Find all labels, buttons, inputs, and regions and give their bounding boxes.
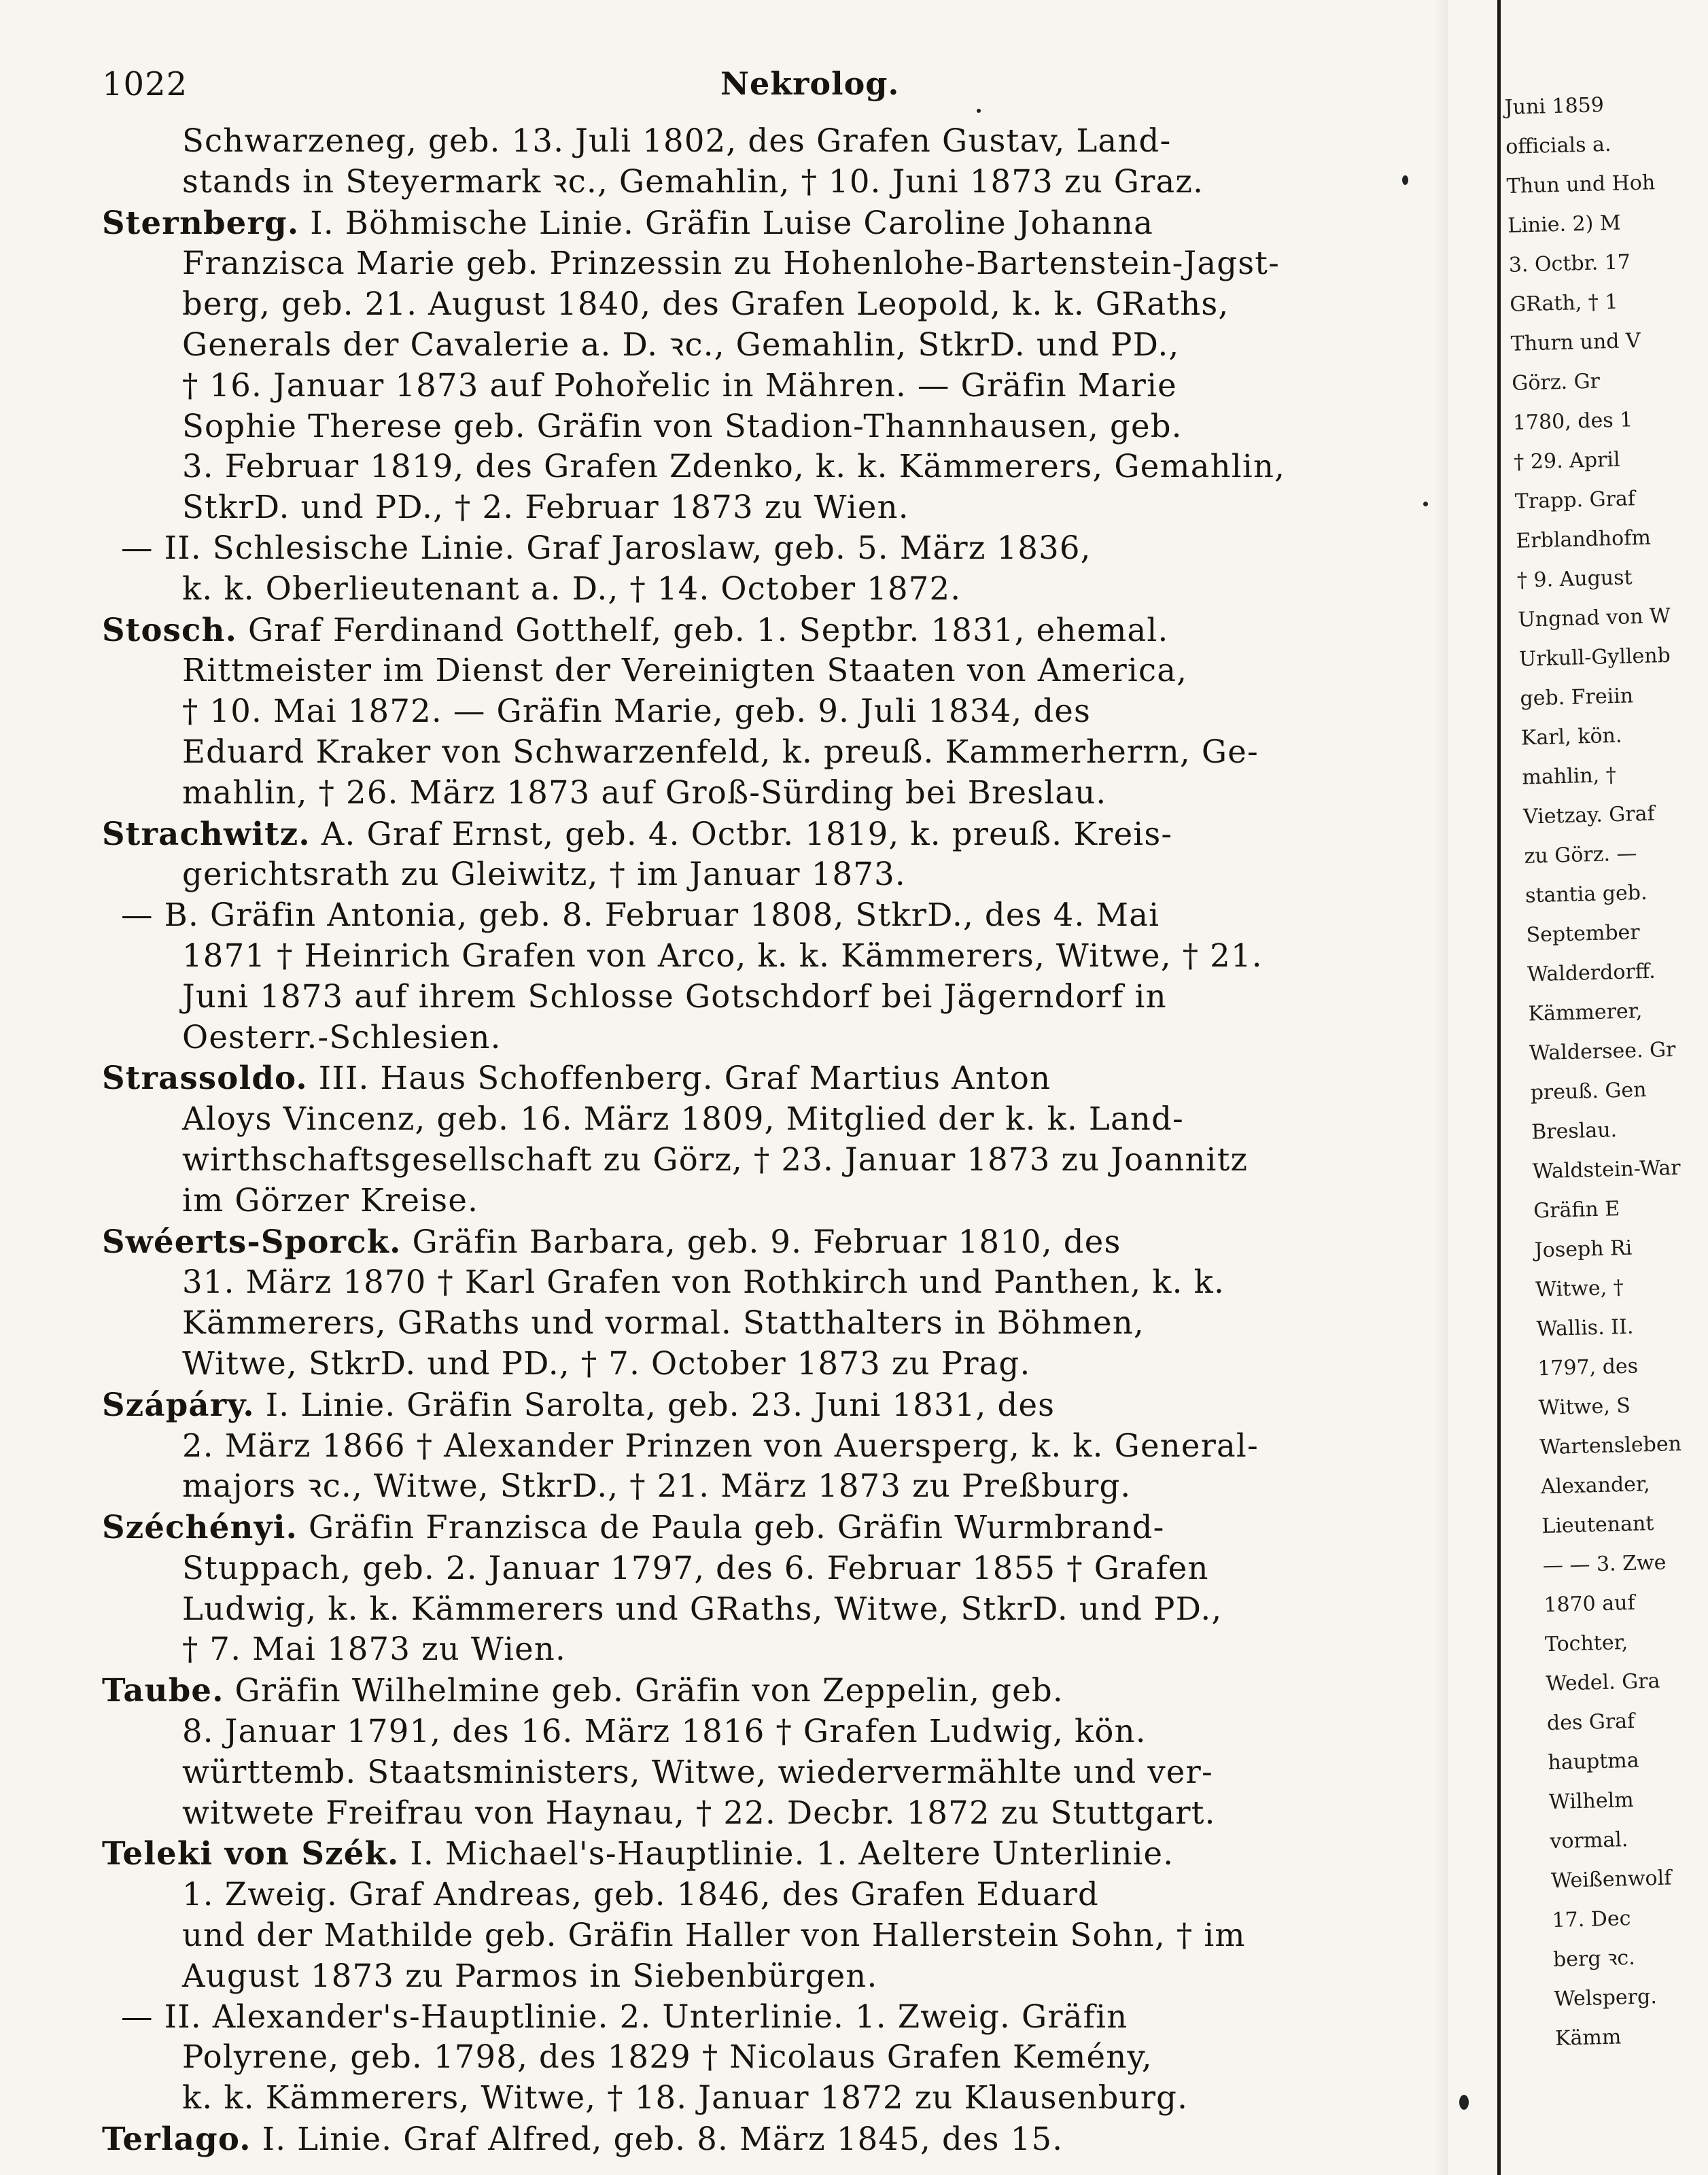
facing-line: Juni 1859 xyxy=(1504,93,1605,120)
facing-line: Lieutenant xyxy=(1541,1511,1654,1539)
entry-line: Sternberg. I. Böhmische Linie. Gräfin Luise Caroline Johanna xyxy=(102,203,1154,241)
facing-line: Alexander, xyxy=(1540,1472,1650,1499)
facing-line: Kämm xyxy=(1554,2025,1622,2051)
facing-line: Breslau. xyxy=(1531,1118,1618,1145)
text-line: württemb. Staatsministers, Witwe, wiedervermählte und ver- xyxy=(182,1753,1213,1790)
facing-line: mahlin, † xyxy=(1522,763,1617,790)
facing-line: Wallis. II. xyxy=(1536,1315,1634,1342)
entry-lemma: Taube. xyxy=(102,1671,224,1709)
text-line: Kämmerers, GRaths und vormal. Statthalters in Böhmen, xyxy=(182,1304,1145,1342)
text-line: Schwarzeneg, geb. 13. Juli 1802, des Grafen Gustav, Land- xyxy=(182,122,1172,159)
facing-line: Waldersee. Gr xyxy=(1529,1037,1676,1066)
facing-line: Kämmerer, xyxy=(1528,999,1643,1026)
facing-line: Walderdorff. xyxy=(1527,959,1656,987)
facing-line: berg ꝛc. xyxy=(1552,1945,1636,1972)
text-line: August 1873 zu Parmos in Siebenbürgen. xyxy=(182,1957,878,1994)
running-title: Nekrolog. xyxy=(720,65,900,102)
subentry-line: — B. Gräfin Antonia, geb. 8. Februar 1808, StkrD., des 4. Mai xyxy=(121,897,1160,934)
entry-lemma: Strassoldo. xyxy=(102,1059,308,1097)
facing-line: stantia geb. xyxy=(1524,880,1648,908)
facing-line: Gräfin E xyxy=(1533,1197,1620,1223)
ink-speck xyxy=(1459,2095,1469,2110)
entry-lemma: Szápáry. xyxy=(102,1385,255,1423)
facing-line: Thurn und V xyxy=(1510,328,1641,356)
text-line: Aloys Vincenz, geb. 16. März 1809, Mitglied der k. k. Land- xyxy=(182,1100,1184,1138)
facing-line: officials a. xyxy=(1505,132,1611,159)
facing-line: Karl, kön. xyxy=(1520,723,1622,750)
text-line: berg, geb. 21. August 1840, des Grafen Leopold, k. k. GRaths, xyxy=(182,285,1230,323)
text-line: Polyrene, geb. 1798, des 1829 † Nicolaus Grafen Kemény, xyxy=(182,2038,1153,2076)
text-line: 31. März 1870 † Karl Grafen von Rothkirch und Panthen, k. k. xyxy=(182,1264,1225,1301)
facing-line: Waldstein-War xyxy=(1532,1155,1681,1184)
entry-line: Szápáry. I. Linie. Gräfin Sarolta, geb. 23. Juni 1831, des xyxy=(102,1385,1056,1423)
entry-lemma: Sternberg. xyxy=(102,203,300,241)
facing-line: hauptma xyxy=(1548,1748,1640,1775)
facing-line: September xyxy=(1526,920,1641,947)
facing-line: Urkull-Gyllenb xyxy=(1518,643,1671,672)
text-line: Franzisca Marie geb. Prinzessin zu Hohenlohe-Bartenstein-Jagst- xyxy=(182,245,1280,282)
facing-line: zu Görz. — xyxy=(1524,841,1637,869)
ink-speck xyxy=(1402,175,1408,185)
entry-line: Széchényi. Gräfin Franzisca de Paula geb. Gräfin Wurmbrand- xyxy=(102,1508,1165,1546)
text-line: † 16. Januar 1873 auf Pohořelic in Mähren. — Gräfin Marie xyxy=(182,366,1177,404)
text-line: Stuppach, geb. 2. Januar 1797, des 6. Februar 1855 † Grafen xyxy=(182,1549,1209,1586)
text-line: Ludwig, k. k. Kämmerers und GRaths, Witwe, StkrD. und PD., xyxy=(182,1590,1223,1627)
facing-line: GRath, † 1 xyxy=(1509,290,1618,317)
facing-line: vormal. xyxy=(1550,1828,1628,1854)
text-line: Oesterr.-Schlesien. xyxy=(182,1018,502,1056)
facing-line: 1870 auf xyxy=(1543,1590,1636,1618)
facing-line: 1797, des xyxy=(1537,1354,1639,1381)
facing-page-fragment xyxy=(1504,85,1683,2059)
facing-line: Linie. 2) M xyxy=(1507,211,1622,238)
text-line: Witwe, StkrD. und PD., † 7. October 1873 zu Prag. xyxy=(182,1344,1031,1382)
facing-line: 3. Octbr. 17 xyxy=(1508,250,1631,277)
facing-line: Wilhelm xyxy=(1548,1788,1635,1815)
facing-line: Witwe, S xyxy=(1538,1393,1631,1421)
entry-line: Stosch. Graf Ferdinand Gotthelf, geb. 1. Septbr. 1831, ehemal. xyxy=(102,610,1169,648)
entry-lemma: Stosch. xyxy=(102,610,237,648)
facing-line: Joseph Ri xyxy=(1534,1236,1633,1263)
entry-line: Strassoldo. III. Haus Schoffenberg. Graf Martius Anton xyxy=(102,1059,1051,1097)
ink-speck xyxy=(977,109,981,113)
facing-line: Vietzay. Graf xyxy=(1522,801,1656,829)
facing-line: Tochter, xyxy=(1544,1631,1628,1657)
text-line: witwete Freifrau von Haynau, † 22. Decbr. 1872 zu Stuttgart. xyxy=(182,1794,1216,1831)
entry-line: Taube. Gräfin Wilhelmine geb. Gräfin von Zeppelin, geb. xyxy=(102,1671,1064,1709)
ink-speck xyxy=(1423,502,1428,506)
entry-lemma: Swéerts-Sporck. xyxy=(102,1222,402,1260)
facing-line: Trapp. Graf xyxy=(1514,487,1636,514)
facing-line: Thun und Hoh xyxy=(1506,171,1656,198)
entry-lemma: Terlago. xyxy=(102,2120,251,2158)
facing-line: preuß. Gen xyxy=(1530,1078,1647,1105)
necrology-text xyxy=(102,121,1332,2160)
text-line: 1. Zweig. Graf Andreas, geb. 1846, des Grafen Eduard xyxy=(182,1876,1100,1913)
entry-line: Swéerts-Sporck. Gräfin Barbara, geb. 9. Februar 1810, des xyxy=(102,1222,1121,1260)
facing-line: Erblandhofm xyxy=(1515,525,1652,553)
text-line: † 7. Mai 1873 zu Wien. xyxy=(182,1631,567,1668)
entry-lemma: Teleki von Szék. xyxy=(102,1834,400,1873)
text-line: wirthschaftsgesellschaft zu Görz, † 23. Januar 1873 zu Joannitz xyxy=(182,1141,1249,1178)
text-line: Generals der Cavalerie a. D. ꝛc., Gemahlin, StkrD. und PD., xyxy=(182,326,1180,363)
facing-line: Görz. Gr xyxy=(1511,369,1601,396)
text-line: stands in Steyermark ꝛc., Gemahlin, † 10. Juni 1873 zu Graz. xyxy=(182,162,1204,200)
text-line: 8. Januar 1791, des 16. März 1816 † Grafen Ludwig, kön. xyxy=(182,1713,1147,1750)
text-line: † 10. Mai 1872. — Gräfin Marie, geb. 9. Juli 1834, des xyxy=(182,693,1092,730)
entry-lemma: Széchényi. xyxy=(102,1508,298,1546)
facing-line: 17. Dec xyxy=(1552,1907,1631,1933)
text-line: 3. Februar 1819, des Grafen Zdenko, k. k. Kämmerers, Gemahlin, xyxy=(182,448,1286,485)
entry-line: Terlago. I. Linie. Graf Alfred, geb. 8. März 1845, des 15. xyxy=(102,2120,1064,2158)
text-line: mahlin, † 26. März 1873 auf Groß-Sürding bei Breslau. xyxy=(182,773,1107,811)
page-header xyxy=(95,61,1400,109)
text-line: im Görzer Kreise. xyxy=(182,1181,479,1219)
text-line: 2. März 1866 † Alexander Prinzen von Auersperg, k. k. General- xyxy=(182,1427,1259,1464)
facing-line: † 29. April xyxy=(1513,447,1621,474)
text-line: gerichtsrath zu Gleiwitz, † im Januar 1873. xyxy=(182,856,906,893)
facing-line: Weißenwolf xyxy=(1550,1866,1672,1894)
facing-line: 1780, des 1 xyxy=(1512,408,1633,435)
facing-line: Welsperg. xyxy=(1554,1985,1658,2012)
entry-line: Teleki von Szék. I. Michael's-Hauptlinie. 1. Aeltere Unterlinie. xyxy=(102,1834,1174,1873)
page-gutter xyxy=(1497,0,1501,2175)
text-line: Rittmeister im Dienst der Vereinigten Staaten von America, xyxy=(182,652,1188,689)
facing-line: des Graf xyxy=(1546,1709,1635,1736)
text-line: majors ꝛc., Witwe, StkrD., † 21. März 1873 zu Preßburg. xyxy=(182,1467,1132,1505)
entry-line: Strachwitz. A. Graf Ernst, geb. 4. Octbr. 1819, k. preuß. Kreis- xyxy=(102,814,1173,852)
page-number: 1022 xyxy=(102,65,188,103)
entry-lemma: Strachwitz. xyxy=(102,814,311,852)
subentry-line: — II. Alexander's-Hauptlinie. 2. Unterlinie. 1. Zweig. Gräfin xyxy=(121,1998,1128,2035)
facing-line: † 9. August xyxy=(1516,566,1633,593)
facing-line: — — 3. Zwe xyxy=(1542,1550,1667,1578)
facing-line: geb. Freiin xyxy=(1520,684,1634,711)
text-line: Sophie Therese geb. Gräfin von Stadion-Thannhausen, geb. xyxy=(182,407,1183,445)
text-line: StkrD. und PD., † 2. Februar 1873 zu Wien. xyxy=(182,489,909,526)
text-line: Juni 1873 auf ihrem Schlosse Gotschdorf bei Jägerndorf in xyxy=(182,977,1167,1015)
text-line: Eduard Kraker von Schwarzenfeld, k. preuß. Kammerherrn, Ge- xyxy=(182,733,1259,770)
gutter-shadow xyxy=(1434,0,1448,2175)
subentry-line: — II. Schlesische Linie. Graf Jaroslaw, geb. 5. März 1836, xyxy=(121,529,1092,566)
text-line: und der Mathilde geb. Gräfin Haller von Hallerstein Sohn, † im xyxy=(182,1917,1246,1954)
facing-line: Wedel. Gra xyxy=(1546,1669,1660,1696)
text-line: k. k. Oberlieutenant a. D., † 14. October 1872. xyxy=(182,570,962,607)
text-line: 1871 † Heinrich Grafen von Arco, k. k. Kämmerers, Witwe, † 21. xyxy=(182,937,1263,974)
facing-line: Ungnad von W xyxy=(1518,604,1671,632)
facing-line: Wartensleben xyxy=(1539,1431,1682,1460)
facing-line: Witwe, † xyxy=(1535,1276,1624,1302)
text-line: k. k. Kämmerers, Witwe, † 18. Januar 1872 zu Klausenburg. xyxy=(182,2079,1189,2117)
